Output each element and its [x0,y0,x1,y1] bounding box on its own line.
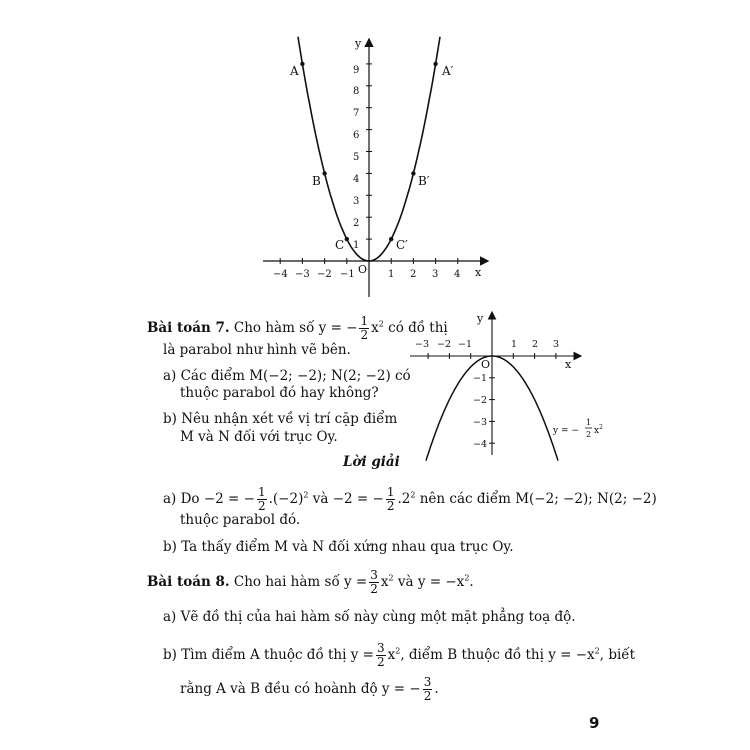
x-tick-label: 3 [432,269,439,280]
curve-point [389,237,393,241]
x-tick-label: 2 [410,269,417,280]
origin-label: O [481,358,491,371]
problem-8-question-b-line2: rằng A và B đều có hoành độ y = − $\frac{3}{2}$ . [180,675,439,703]
curve-point [322,171,326,175]
page-number: 9 [589,714,600,732]
point-label-A2: A′ [442,64,454,78]
y-tick-label: 7 [353,108,360,119]
y-axis-label: y [477,312,484,325]
curve-point [345,237,349,241]
problem-7-question-a-line1: a) Các điểm M(−2; −2); N(2; −2) có [163,368,411,384]
x-axis-label: x [475,266,482,279]
curve-label: y = − [553,426,579,436]
point-label-C: C [335,238,345,252]
problem-7-question-b-line2: M và N đối với trục Oy. [180,429,338,445]
x-tick-label: 1 [511,339,518,350]
y-axis-label: y [355,37,362,50]
curve-label-variable: $x^2$ [594,424,603,436]
y-tick-label: 9 [353,65,360,76]
y-tick-label: 8 [353,86,360,97]
x-tick-label: −2 [317,269,332,280]
y-tick-label: 4 [353,174,360,185]
solution-heading: Lời giải [343,454,400,470]
solution-a-line1: a) Do −2 = − $\frac{1}{2}$ $.(-2)^2$ và −2 = − $\frac{1}{2}$ $.2^2$ nên các điểm M(−2; −2); N(2; −2) [163,485,657,513]
curve-point [411,171,415,175]
point-label-A: A [290,64,299,78]
origin-label: O [358,263,368,276]
curve-label-numerator: 1 [586,418,592,427]
x-tick-label: 3 [553,339,560,350]
x-tick-label: −3 [295,269,310,280]
problem-7-line2: là parabol như hình vẽ bên. [163,342,351,358]
x-axis-label: x [565,358,572,371]
y-tick-label: −3 [473,417,488,428]
problem-8-title: Bài toán 8. [147,574,230,590]
point-label-B: B [312,174,321,188]
x-tick-label: −2 [437,339,452,350]
x-tick-label: −3 [415,339,430,350]
y-tick-label: 2 [353,218,360,229]
y-tick-label: 3 [353,196,360,207]
y-tick-label: −1 [473,373,488,384]
x-tick-label: 2 [532,339,539,350]
y-tick-label: 6 [353,130,360,141]
point-label-B2: B′ [418,174,430,188]
curve-point [300,62,304,66]
problem-7-intro: Bài toán 7. Cho hàm số y = − $\frac{1}{2}$ $x^2$ có đồ thị [147,314,448,342]
x-tick-label: −4 [273,269,288,280]
curve-point [433,62,437,66]
problem-8-question-b-line1: b) Tìm điểm A thuộc đồ thị y = $\frac{3}{2}$ $x^2$, điểm B thuộc đồ thị $y = -x^2$, biết [163,641,636,669]
fraction: $\frac{1}{2}$ [360,314,369,342]
solution-b: b) Ta thấy điểm M và N đối xứng nhau qua trục Oy. [163,539,514,555]
y-tick-label: −2 [473,395,488,406]
problem-7-question-a-line2: thuộc parabol đó hay không? [180,385,379,401]
x-tick-label: 4 [454,269,461,280]
y-tick-label: 5 [353,152,360,163]
curve-label-denominator: 2 [586,430,592,439]
problem-7-question-b-line1: b) Nêu nhận xét về vị trí cặp điểm [163,411,398,427]
problem-8-intro: Bài toán 8. Cho hai hàm số y = $\frac{3}{2}$ $x^2$ và $y = -x^2$. [147,568,474,596]
x-tick-label: 1 [388,269,395,280]
y-tick-label: 1 [353,240,360,251]
problem-8-question-a: a) Vẽ đồ thị của hai hàm số này cùng một mặt phẳng toạ độ. [163,609,576,625]
point-label-C2: C′ [396,238,408,252]
solution-a-line2: thuộc parabol đó. [180,512,301,528]
y-tick-label: −4 [473,439,488,450]
x-tick-label: −1 [458,339,473,350]
x-tick-label: −1 [340,269,355,280]
problem-7-title: Bài toán 7. [147,320,230,336]
parabol-graph-1 [255,35,495,300]
